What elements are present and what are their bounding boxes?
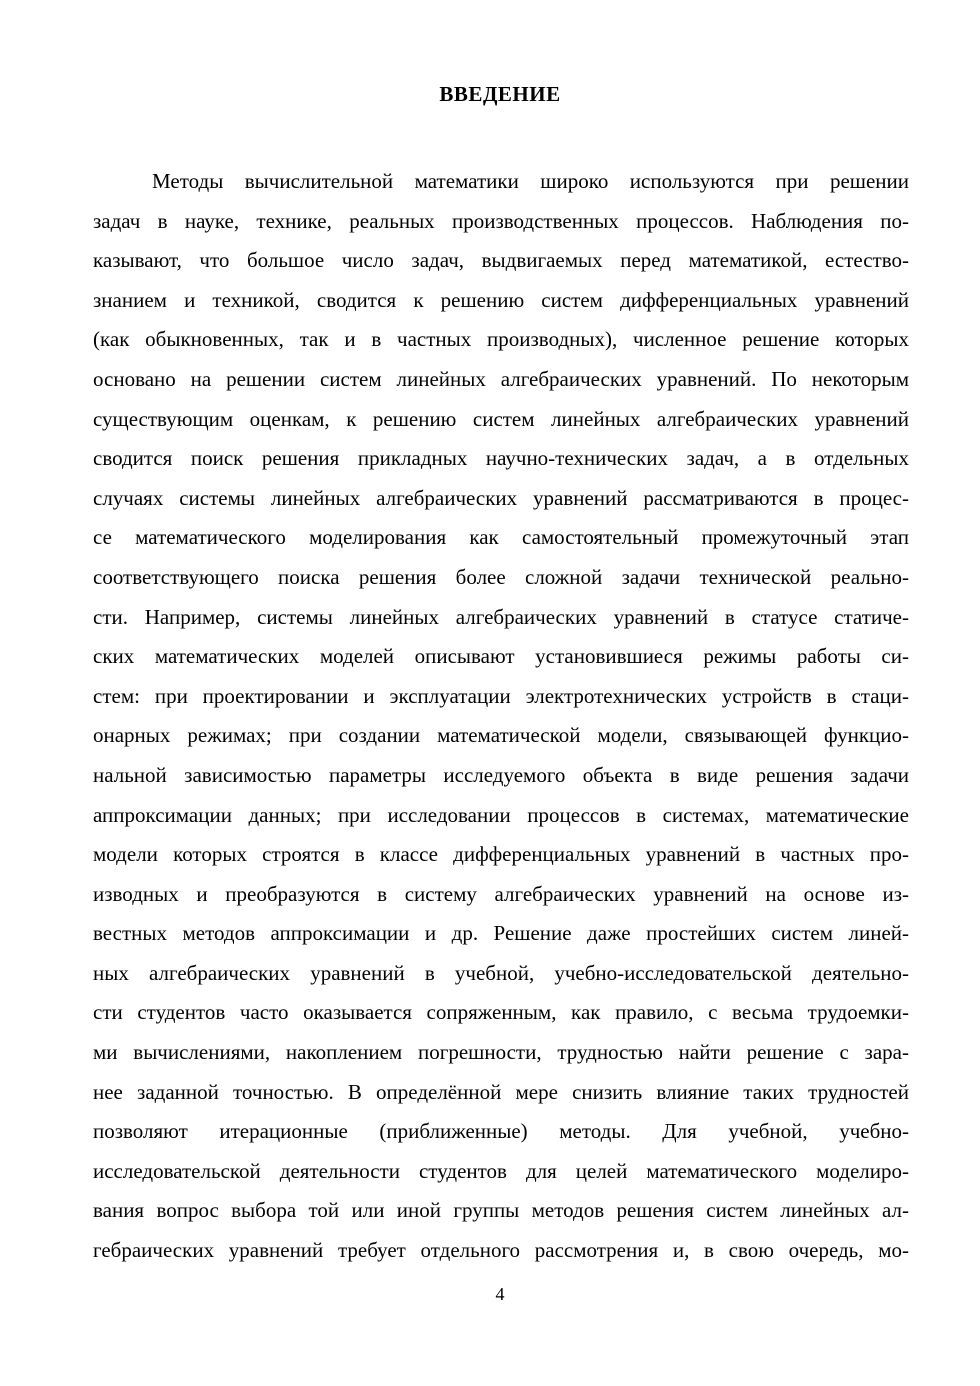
text-line: позволяют итерационные (приближенные) методы. Для учебной, учебно- — [93, 1119, 909, 1144]
text-line: онарных режимах; при создании математической модели, связывающей функцио- — [93, 723, 909, 748]
text-line: соответствующего поиска решения более сложной задачи технической реально- — [93, 564, 909, 589]
text-line: се математического моделирования как самостоятельный промежуточный этап — [93, 525, 909, 550]
page-title: ВВЕДЕНИЕ — [439, 82, 561, 106]
text-line: сводится поиск решения прикладных научно-технических задач, а в отдельных — [93, 446, 909, 471]
text-line: стем: при проектировании и эксплуатации электротехнических устройств в стаци- — [93, 683, 909, 708]
text-line: нальной зависимостью параметры исследуемого объекта в виде решения задачи — [93, 762, 909, 787]
text-line: (как обыкновенных, так и в частных производных), численное решение которых — [93, 327, 909, 352]
text-line: знанием и техникой, сводится к решению систем дифференциальных уравнений — [93, 287, 909, 312]
text-line: казывают, что большое число задач, выдвигаемых перед математикой, естество- — [93, 248, 909, 273]
text-line: задач в науке, технике, реальных производственных процессов. Наблюдения по- — [93, 208, 909, 233]
text-line: исследовательской деятельности студентов для целей математического моделиро- — [93, 1158, 909, 1183]
text-line: случаях системы линейных алгебраических уравнений рассматриваются в процес- — [93, 485, 909, 510]
text-line: сти. Например, системы линейных алгебраических уравнений в статусе статиче- — [93, 604, 909, 629]
text-line: существующим оценкам, к решению систем линейных алгебраических уравнений — [93, 406, 909, 431]
text-line: гебраических уравнений требует отдельного рассмотрения и, в свою очередь, мо- — [93, 1238, 909, 1263]
text-line: вания вопрос выбора той или иной группы методов решения систем линейных ал- — [93, 1198, 909, 1223]
text-line: нее заданной точностью. В определённой мере снизить влияние таких трудностей — [93, 1079, 909, 1104]
text-line: вестных методов аппроксимации и др. Решение даже простейших систем линей- — [93, 921, 909, 946]
text-line: сти студентов часто оказывается сопряженным, как правило, с весьма трудоемки- — [93, 1000, 909, 1025]
text-line: основано на решении систем линейных алгебраических уравнений. По некоторым — [93, 366, 909, 391]
text-line: модели которых строятся в классе дифференциальных уравнений в частных про- — [93, 842, 909, 867]
text-line: ми вычислениями, накоплением погрешности, трудностью найти решение с зара- — [93, 1040, 909, 1065]
text-line: аппроксимации данных; при исследовании процессов в системах, математические — [93, 802, 909, 827]
text-line: изводных и преобразуются в систему алгебраических уравнений на основе из- — [93, 881, 909, 906]
page-number: 4 — [495, 1284, 505, 1304]
text-line: Методы вычислительной математики широко используются при решении — [152, 169, 909, 193]
text-line: ных алгебраических уравнений в учебной, учебно-исследовательской деятельно- — [93, 960, 909, 985]
body-paragraph — [93, 162, 909, 1271]
text-line: ских математических моделей описывают установившиеся режимы работы си- — [93, 644, 909, 669]
